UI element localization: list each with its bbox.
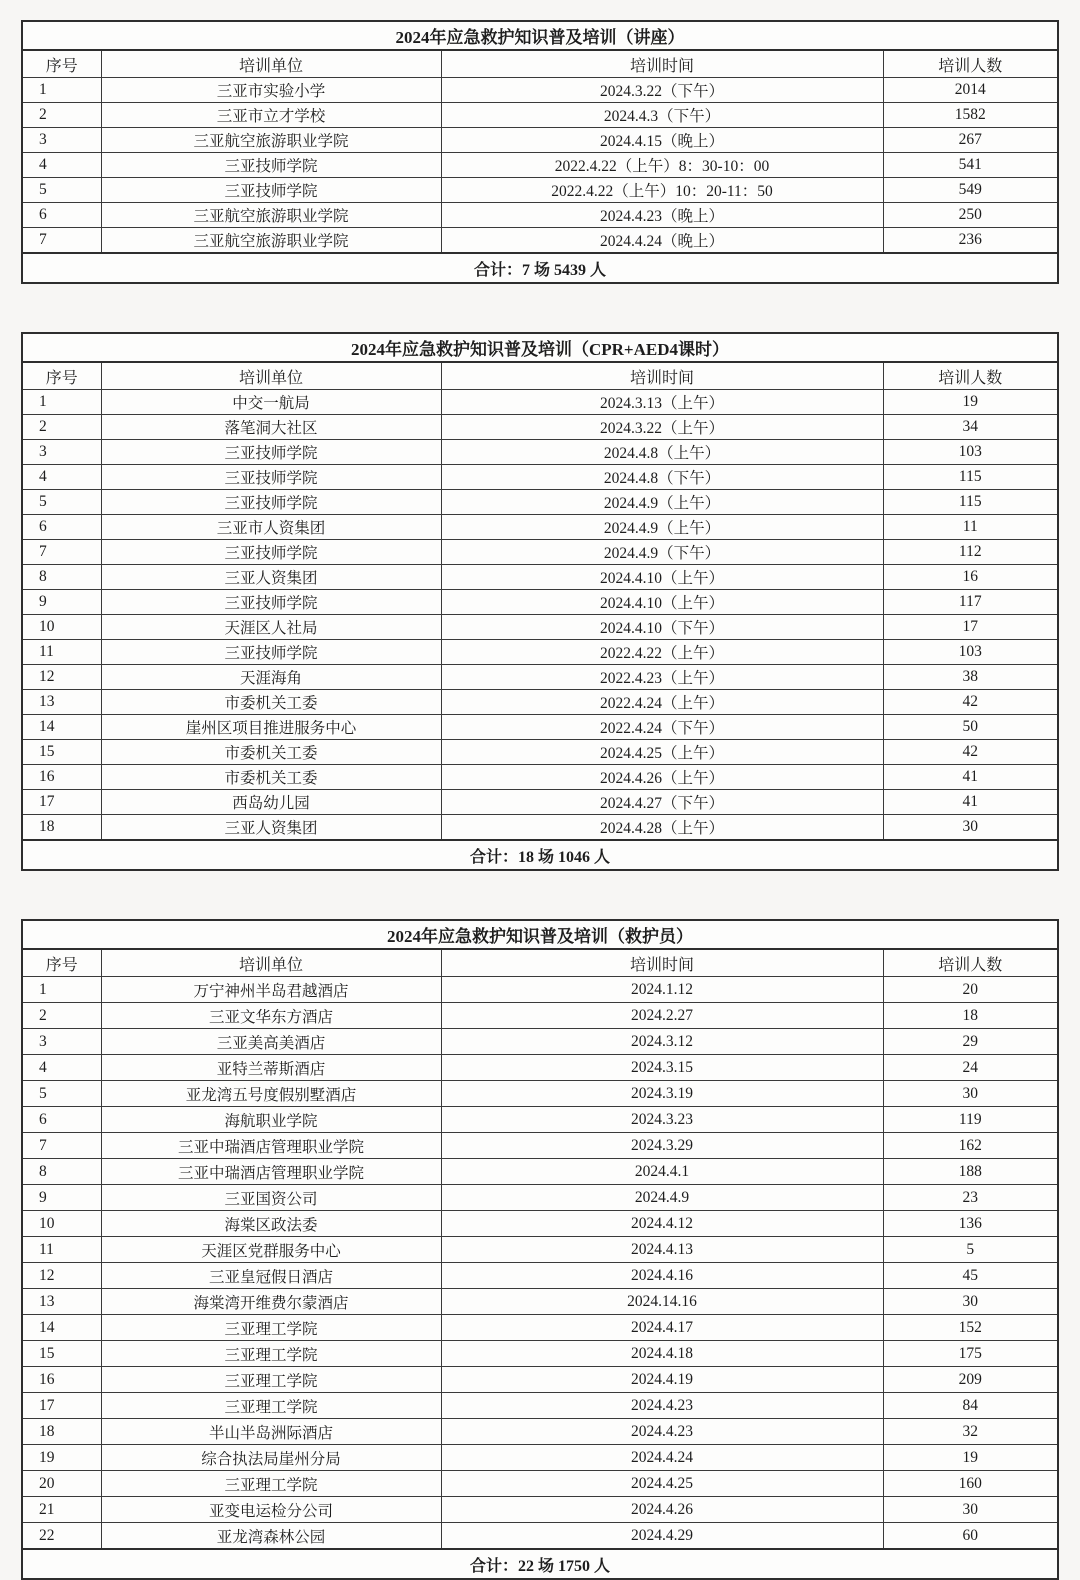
cell-unit: 三亚市人资集团 [101,515,441,540]
cell-seq: 12 [22,665,101,690]
cell-unit: 三亚市实验小学 [101,78,441,103]
table-row [22,977,1058,1003]
table-row [22,1055,1058,1081]
cell-time: 2024.4.8（下午） [441,465,883,490]
cell-count: 541 [883,153,1058,178]
table-row [22,203,1058,228]
cell-unit: 万宁神州半岛君越酒店 [101,977,441,1003]
cell-seq: 18 [22,1419,101,1445]
cell-time: 2024.4.23 [441,1393,883,1419]
cell-seq: 2 [22,415,101,440]
cell-seq: 12 [22,1263,101,1289]
cell-unit: 市委机关工委 [101,740,441,765]
cell-unit: 三亚国资公司 [101,1185,441,1211]
cell-unit: 三亚理工学院 [101,1341,441,1367]
table-row [22,615,1058,640]
table-row [22,690,1058,715]
cell-time: 2022.4.22（上午） [441,640,883,665]
column-header: 序号 [22,362,101,390]
cell-time: 2024.4.1 [441,1159,883,1185]
table-row [22,465,1058,490]
cell-time: 2024.3.23 [441,1107,883,1133]
cell-unit: 天涯区人社局 [101,615,441,640]
cell-count: 19 [883,1445,1058,1471]
table-row [22,78,1058,103]
cell-unit: 三亚航空旅游职业学院 [101,128,441,153]
cell-unit: 三亚技师学院 [101,440,441,465]
cell-seq: 10 [22,1211,101,1237]
cell-count: 117 [883,590,1058,615]
cell-unit: 三亚理工学院 [101,1471,441,1497]
cell-unit: 三亚理工学院 [101,1315,441,1341]
column-header: 培训单位 [101,949,441,977]
cell-count: 19 [883,390,1058,415]
cell-time: 2024.4.13 [441,1237,883,1263]
table-total: 合计：7 场 5439 人 [22,253,1058,283]
cell-unit: 三亚技师学院 [101,540,441,565]
cell-count: 42 [883,740,1058,765]
cell-unit: 三亚技师学院 [101,490,441,515]
cell-count: 267 [883,128,1058,153]
cell-seq: 1 [22,390,101,415]
table-row [22,1471,1058,1497]
cell-count: 250 [883,203,1058,228]
cell-time: 2024.3.22（上午） [441,415,883,440]
cell-count: 209 [883,1367,1058,1393]
cell-count: 30 [883,1289,1058,1315]
cell-time: 2024.3.13（上午） [441,390,883,415]
cell-time: 2024.4.23 [441,1419,883,1445]
table-row [22,1081,1058,1107]
cell-time: 2024.4.8（上午） [441,440,883,465]
cell-unit: 三亚人资集团 [101,565,441,590]
cell-seq: 14 [22,1315,101,1341]
cell-unit: 半山半岛洲际酒店 [101,1419,441,1445]
cell-seq: 5 [22,178,101,203]
cell-seq: 4 [22,1055,101,1081]
cell-unit: 三亚技师学院 [101,153,441,178]
cell-count: 30 [883,1081,1058,1107]
cell-unit: 三亚皇冠假日酒店 [101,1263,441,1289]
table-title: 2024年应急救护知识普及培训（CPR+AED4课时） [22,333,1058,362]
cell-count: 2014 [883,78,1058,103]
cell-time: 2024.4.29 [441,1523,883,1550]
cell-seq: 6 [22,203,101,228]
table-row [22,1367,1058,1393]
cell-time: 2022.4.22（上午）10：20-11：50 [441,178,883,203]
cell-count: 119 [883,1107,1058,1133]
cell-seq: 8 [22,1159,101,1185]
cell-count: 17 [883,615,1058,640]
cell-seq: 11 [22,640,101,665]
cell-count: 152 [883,1315,1058,1341]
table-row [22,715,1058,740]
table-row [22,390,1058,415]
cell-count: 24 [883,1055,1058,1081]
table-row [22,1263,1058,1289]
cell-seq: 6 [22,515,101,540]
cell-unit: 三亚市立才学校 [101,103,441,128]
cell-seq: 14 [22,715,101,740]
cell-time: 2024.4.23（晚上） [441,203,883,228]
cell-count: 112 [883,540,1058,565]
cell-seq: 4 [22,465,101,490]
cell-count: 5 [883,1237,1058,1263]
table-row [22,1341,1058,1367]
cell-seq: 9 [22,590,101,615]
cell-time: 2024.4.9 [441,1185,883,1211]
cell-time: 2024.2.27 [441,1003,883,1029]
table-row [22,540,1058,565]
cell-unit: 三亚文华东方酒店 [101,1003,441,1029]
table-row [22,1315,1058,1341]
training-table [21,20,1059,284]
table-row [22,765,1058,790]
cell-seq: 17 [22,1393,101,1419]
cell-time: 2024.4.19 [441,1367,883,1393]
cell-unit: 亚特兰蒂斯酒店 [101,1055,441,1081]
cell-time: 2024.4.12 [441,1211,883,1237]
cell-seq: 11 [22,1237,101,1263]
cell-count: 162 [883,1133,1058,1159]
cell-time: 2022.4.24（下午） [441,715,883,740]
cell-count: 32 [883,1419,1058,1445]
cell-time: 2024.3.15 [441,1055,883,1081]
cell-seq: 2 [22,103,101,128]
cell-time: 2022.4.22（上午）8：30-10：00 [441,153,883,178]
table-row [22,1497,1058,1523]
cell-time: 2024.14.16 [441,1289,883,1315]
cell-count: 41 [883,790,1058,815]
cell-seq: 7 [22,228,101,254]
cell-count: 41 [883,765,1058,790]
cell-count: 115 [883,490,1058,515]
cell-time: 2024.4.10（下午） [441,615,883,640]
training-table [21,332,1059,871]
cell-seq: 17 [22,790,101,815]
table-row [22,1159,1058,1185]
cell-time: 2024.4.24 [441,1445,883,1471]
cell-seq: 16 [22,765,101,790]
cell-seq: 22 [22,1523,101,1550]
cell-time: 2024.4.25（上午） [441,740,883,765]
table-row [22,1289,1058,1315]
cell-time: 2024.4.18 [441,1341,883,1367]
cell-time: 2022.4.24（上午） [441,690,883,715]
cell-unit: 落笔洞大社区 [101,415,441,440]
cell-count: 160 [883,1471,1058,1497]
cell-seq: 13 [22,1289,101,1315]
cell-count: 103 [883,640,1058,665]
cell-count: 549 [883,178,1058,203]
cell-count: 175 [883,1341,1058,1367]
cell-count: 188 [883,1159,1058,1185]
cell-unit: 中交一航局 [101,390,441,415]
cell-time: 2024.3.29 [441,1133,883,1159]
cell-seq: 15 [22,1341,101,1367]
table-row [22,790,1058,815]
cell-count: 38 [883,665,1058,690]
cell-seq: 16 [22,1367,101,1393]
cell-count: 50 [883,715,1058,740]
cell-count: 115 [883,465,1058,490]
column-header: 培训单位 [101,50,441,78]
cell-time: 2024.4.3（下午） [441,103,883,128]
cell-time: 2024.4.16 [441,1263,883,1289]
cell-unit: 三亚理工学院 [101,1367,441,1393]
cell-time: 2024.4.9（下午） [441,540,883,565]
cell-unit: 三亚技师学院 [101,640,441,665]
column-header: 培训人数 [883,50,1058,78]
cell-unit: 亚变电运检分公司 [101,1497,441,1523]
cell-unit: 海航职业学院 [101,1107,441,1133]
cell-unit: 亚龙湾森林公园 [101,1523,441,1550]
cell-unit: 海棠区政法委 [101,1211,441,1237]
cell-seq: 13 [22,690,101,715]
cell-seq: 9 [22,1185,101,1211]
cell-unit: 三亚技师学院 [101,465,441,490]
cell-count: 1582 [883,103,1058,128]
cell-unit: 三亚中瑞酒店管理职业学院 [101,1133,441,1159]
cell-time: 2024.4.10（上午） [441,565,883,590]
cell-time: 2024.1.12 [441,977,883,1003]
cell-count: 60 [883,1523,1058,1550]
cell-time: 2024.3.22（下午） [441,78,883,103]
table-title: 2024年应急救护知识普及培训（讲座） [22,21,1058,50]
cell-seq: 21 [22,1497,101,1523]
table-row [22,103,1058,128]
cell-unit: 市委机关工委 [101,765,441,790]
cell-time: 2024.4.25 [441,1471,883,1497]
column-header: 培训时间 [441,362,883,390]
table-total: 合计：22 场 1750 人 [22,1549,1058,1579]
cell-unit: 三亚技师学院 [101,590,441,615]
cell-count: 16 [883,565,1058,590]
table-row [22,153,1058,178]
cell-time: 2024.4.15（晚上） [441,128,883,153]
cell-unit: 三亚技师学院 [101,178,441,203]
cell-count: 45 [883,1263,1058,1289]
cell-time: 2024.4.9（上午） [441,490,883,515]
cell-unit: 海棠湾开维费尔蒙酒店 [101,1289,441,1315]
cell-unit: 天涯区党群服务中心 [101,1237,441,1263]
cell-seq: 10 [22,615,101,640]
table-row [22,1029,1058,1055]
cell-seq: 7 [22,540,101,565]
cell-count: 18 [883,1003,1058,1029]
training-table [21,919,1059,1580]
cell-unit: 三亚人资集团 [101,815,441,841]
column-header: 培训人数 [883,362,1058,390]
cell-unit: 崖州区项目推进服务中心 [101,715,441,740]
cell-time: 2024.4.10（上午） [441,590,883,615]
table-total: 合计：18 场 1046 人 [22,840,1058,870]
cell-seq: 15 [22,740,101,765]
cell-seq: 5 [22,1081,101,1107]
table-row [22,1393,1058,1419]
table-row [22,228,1058,254]
cell-time: 2024.4.27（下午） [441,790,883,815]
table-row [22,1211,1058,1237]
cell-time: 2024.4.26（上午） [441,765,883,790]
cell-seq: 8 [22,565,101,590]
table-row [22,640,1058,665]
cell-count: 23 [883,1185,1058,1211]
column-header: 培训人数 [883,949,1058,977]
cell-time: 2024.4.24（晚上） [441,228,883,254]
cell-unit: 西岛幼儿园 [101,790,441,815]
cell-count: 103 [883,440,1058,465]
table-row [22,565,1058,590]
cell-time: 2024.4.9（上午） [441,515,883,540]
cell-unit: 三亚中瑞酒店管理职业学院 [101,1159,441,1185]
table-row [22,128,1058,153]
table-row [22,178,1058,203]
table-row [22,665,1058,690]
cell-seq: 7 [22,1133,101,1159]
table-row [22,490,1058,515]
cell-unit: 三亚航空旅游职业学院 [101,203,441,228]
cell-count: 20 [883,977,1058,1003]
cell-unit: 市委机关工委 [101,690,441,715]
cell-seq: 4 [22,153,101,178]
cell-seq: 19 [22,1445,101,1471]
cell-seq: 1 [22,78,101,103]
cell-unit: 亚龙湾五号度假别墅酒店 [101,1081,441,1107]
cell-count: 29 [883,1029,1058,1055]
table-row [22,740,1058,765]
cell-time: 2024.4.28（上午） [441,815,883,841]
table-row [22,1107,1058,1133]
table-row [22,1445,1058,1471]
cell-count: 30 [883,1497,1058,1523]
cell-seq: 1 [22,977,101,1003]
table-row [22,415,1058,440]
cell-unit: 三亚美高美酒店 [101,1029,441,1055]
column-header: 序号 [22,50,101,78]
cell-count: 42 [883,690,1058,715]
cell-count: 236 [883,228,1058,254]
cell-time: 2024.3.19 [441,1081,883,1107]
table-row [22,440,1058,465]
table-row [22,515,1058,540]
cell-seq: 6 [22,1107,101,1133]
cell-seq: 3 [22,128,101,153]
cell-seq: 5 [22,490,101,515]
cell-unit: 综合执法局崖州分局 [101,1445,441,1471]
cell-count: 84 [883,1393,1058,1419]
column-header: 培训单位 [101,362,441,390]
cell-count: 136 [883,1211,1058,1237]
table-row [22,590,1058,615]
table-title: 2024年应急救护知识普及培训（救护员） [22,920,1058,949]
cell-seq: 20 [22,1471,101,1497]
table-row [22,1419,1058,1445]
cell-seq: 3 [22,440,101,465]
table-row [22,1003,1058,1029]
column-header: 序号 [22,949,101,977]
cell-unit: 天涯海角 [101,665,441,690]
cell-time: 2022.4.23（上午） [441,665,883,690]
table-row [22,1133,1058,1159]
cell-count: 34 [883,415,1058,440]
table-row [22,815,1058,841]
table-row [22,1523,1058,1550]
cell-time: 2024.4.26 [441,1497,883,1523]
cell-count: 30 [883,815,1058,841]
column-header: 培训时间 [441,50,883,78]
cell-unit: 三亚航空旅游职业学院 [101,228,441,254]
cell-count: 11 [883,515,1058,540]
tables-container [21,20,1059,1580]
cell-seq: 3 [22,1029,101,1055]
cell-seq: 18 [22,815,101,841]
table-row [22,1185,1058,1211]
cell-time: 2024.4.17 [441,1315,883,1341]
cell-unit: 三亚理工学院 [101,1393,441,1419]
column-header: 培训时间 [441,949,883,977]
cell-time: 2024.3.12 [441,1029,883,1055]
table-row [22,1237,1058,1263]
cell-seq: 2 [22,1003,101,1029]
